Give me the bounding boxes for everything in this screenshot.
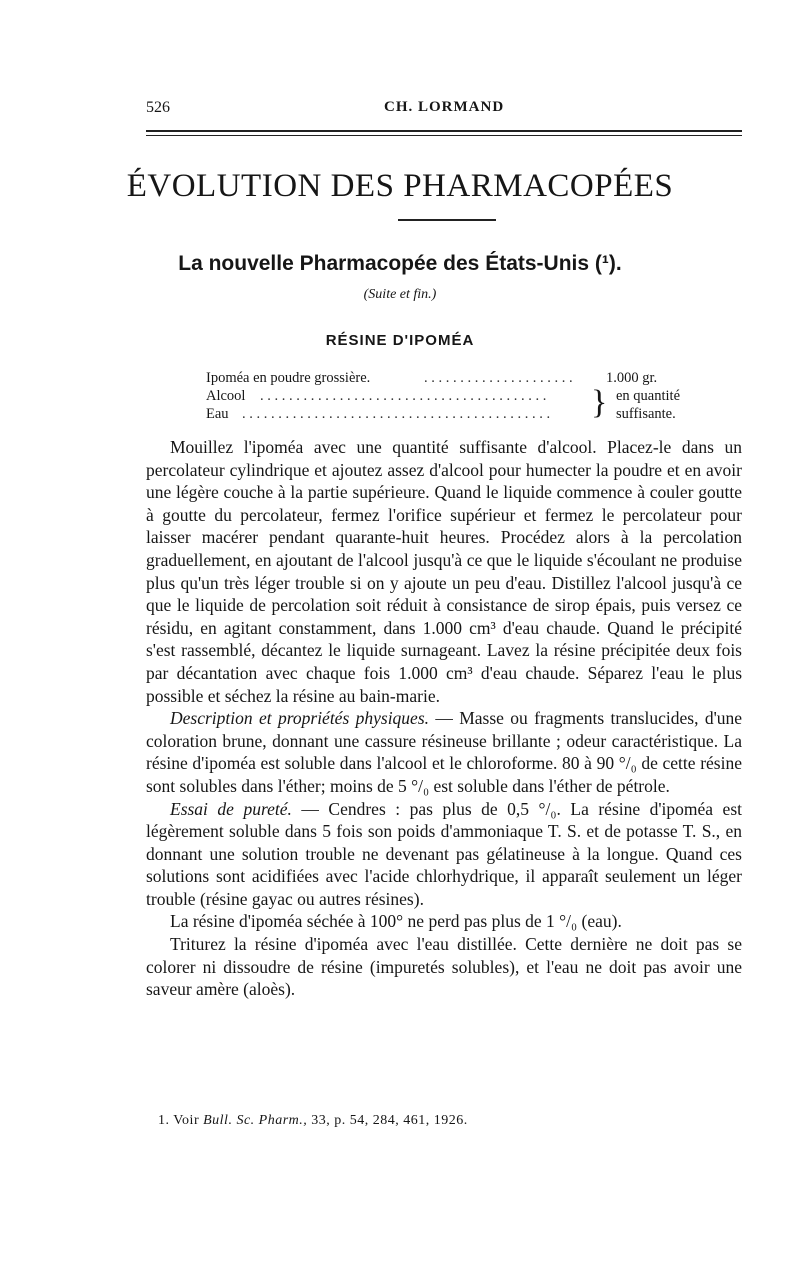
continuation-note: (Suite et fin.)	[363, 287, 437, 302]
header-rule	[146, 130, 742, 132]
paragraph	[146, 436, 742, 707]
recipe-row	[206, 405, 706, 423]
paragraph-lead: Description et propriétés physiques.	[170, 708, 430, 729]
paragraph-text: — Masse ou fragments translucides, d'une coloration brune, donnant une cassure résineuse brillante ; odeur caractéristique. La résine d'ipoméa est soluble dans l'alcool et le chloroforme. 80 à 90 °/₀ de cette résine sont solubles dans l'éther; moins de 5 °/₀ est soluble dans l'éther de pétrole.	[146, 708, 742, 796]
recipe-item: Alcool	[206, 388, 246, 404]
recipe-item: Eau	[206, 406, 229, 422]
footnote-journal: Bull. Sc. Pharm.,	[203, 1113, 308, 1128]
leader-dots: . . . . . . . . . . . . . . . . . . . . .	[424, 370, 573, 386]
running-header-author: CH. LORMAND	[384, 99, 505, 115]
paragraph	[146, 707, 742, 797]
recipe-row	[206, 369, 706, 387]
title-divider	[398, 219, 496, 221]
article-subtitle	[0, 252, 800, 276]
footnote	[158, 1113, 468, 1129]
paragraph	[146, 933, 742, 1001]
paragraph-text: Triturez la résine d'ipoméa avec l'eau distillée. Cette dernière ne doit pas se colorer ni dissoudre de résine (impuretés solubles), et l'eau ne doit pas avoir une saveur amère (aloès).	[146, 934, 742, 1000]
footnote-number: 1.	[158, 1113, 170, 1128]
paragraph-text: Mouillez l'ipoméa avec une quantité suffisante d'alcool. Placez-le dans un percolateur cylindrique et ajoutez assez d'alcool pour humecter la poudre et en avoir une légère couche à la partie supérieure. Quand le liquide commence à couler goutte à goutte du percolateur, fermez l'orifice supérieur et fermez le percolateur pour laisser macérer pendant quarante-huit heures. Procédez alors à la percolation graduellement, en ajoutant de l'alcool jusqu'à ce que le liquide s'écoulant ne produise plus qu'un très léger trouble si on y ajoute un peu d'eau. Distillez l'alcool jusqu'à ce que le liquide de percolation soit réduit à consistance de sirop épais, puis versez ce résidu, en agitant constamment, dans 1.000 cm³ d'eau chaude. Quand le précipité s'est rassemblé, décantez le liquide surnageant. Lavez la résine précipitée deux fois par décantation avec chaque fois 1.000 cm³ d'eau chaude. Séparez l'eau le plus possible et séchez la résine au bain-marie.	[146, 437, 742, 706]
paragraph-text: — Cendres : pas plus de 0,5 °/₀. La résine d'ipoméa est légèrement soluble dans 5 fois son poids d'ammoniaque T. S. et de potasse T. S., en donnant une solution trouble ne devenant pas gélatineuse à la longue. Quand ces solutions sont acidifiées avec l'acide chlorhydrique, il apparaît seulement un léger trouble (résine gayac ou autres résines).	[146, 798, 743, 909]
section-heading: RÉSINE D'IPOMÉA	[325, 332, 475, 349]
paragraph-lead: Essai de pureté.	[170, 798, 292, 819]
recipe-quantity: suffisante.	[616, 406, 676, 422]
recipe-table	[206, 369, 706, 423]
leader-dots: . . . . . . . . . . . . . . . . . . . . . . . . . . . . . . . . . . . . . . . . . . .	[242, 406, 551, 422]
recipe-quantity: en quantité	[616, 388, 681, 404]
recipe-row	[206, 387, 706, 405]
page-number: 526	[146, 99, 170, 116]
leader-dots: . . . . . . . . . . . . . . . . . . . . . . . . . . . . . . . . . . . . . . . .	[260, 388, 547, 404]
footnote-details: 33, p. 54, 284, 461, 1926.	[311, 1113, 468, 1128]
subtitle-text: La nouvelle Pharmacopée des États-Unis	[178, 252, 590, 275]
header-rule-thin	[146, 135, 742, 136]
article-title: ÉVOLUTION DES PHARMACOPÉES	[126, 168, 674, 204]
grouping-brace: }	[591, 384, 608, 421]
paragraph	[146, 798, 742, 911]
article-body	[146, 436, 742, 1001]
paragraph	[146, 910, 742, 933]
footnote-reference: (¹).	[594, 252, 622, 275]
paragraph-text: La résine d'ipoméa séchée à 100° ne perd pas plus de 1 °/₀ (eau).	[170, 911, 622, 932]
footnote-prefix: Voir	[173, 1113, 200, 1128]
recipe-quantity: 1.000 gr.	[606, 370, 658, 386]
recipe-item: Ipoméa en poudre grossière.	[206, 370, 371, 386]
